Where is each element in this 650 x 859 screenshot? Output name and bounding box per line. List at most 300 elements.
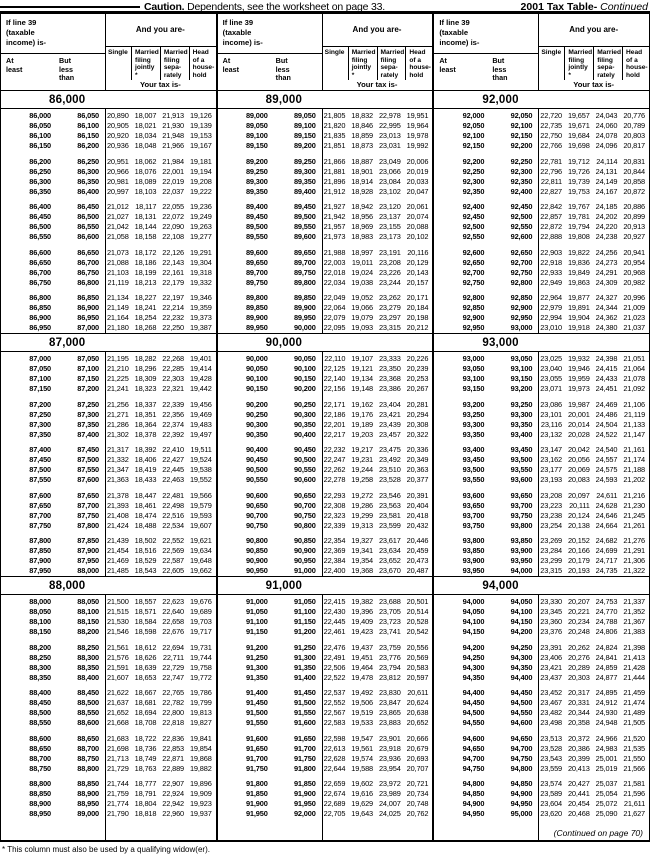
income-but-less-cell: 92,750 xyxy=(510,267,533,277)
table-row xyxy=(434,799,649,809)
income-but-less-cell: 90,950 xyxy=(293,556,316,565)
tax-married-jointly-cell: 20,152 xyxy=(567,536,590,545)
income-at-least-cell: 86,650 xyxy=(29,257,51,267)
tax-head-household-cell: 20,707 xyxy=(406,763,429,773)
tax-married-jointly-cell: 20,001 xyxy=(567,409,590,419)
table-row xyxy=(218,354,433,364)
tax-head-household-cell: 20,899 xyxy=(623,212,646,221)
income-at-least-cell: 88,550 xyxy=(29,718,51,727)
income-but-less-cell: 93,250 xyxy=(510,399,533,409)
tax-head-household-cell: 21,306 xyxy=(623,556,646,565)
tax-married-jointly-cell: 20,097 xyxy=(567,490,590,500)
tax-single-cell: 20,905 xyxy=(106,121,129,130)
tax-single-cell: 22,247 xyxy=(323,455,346,464)
tax-head-household-cell: 21,064 xyxy=(623,364,646,373)
income-at-least-cell: 94,600 xyxy=(462,733,485,743)
income-at-least-cell: 88,050 xyxy=(29,607,51,616)
table-row xyxy=(1,465,216,475)
tax-single-cell: 21,546 xyxy=(106,627,129,636)
tax-head-household-cell: 19,181 xyxy=(189,156,212,166)
tax-married-jointly-cell: 19,506 xyxy=(351,698,374,707)
income-but-less-cell: 93,300 xyxy=(510,409,533,419)
income-but-less-cell: 92,950 xyxy=(510,313,533,322)
tax-single-cell: 22,003 xyxy=(323,257,346,267)
tax-single-cell: 21,180 xyxy=(106,323,129,332)
col-header-at-least: At least xyxy=(6,56,23,74)
income-at-least-cell: 93,950 xyxy=(462,566,485,575)
tax-single-cell: 22,613 xyxy=(323,743,346,753)
table-row xyxy=(218,536,433,546)
tax-married-jointly-cell: 19,629 xyxy=(351,799,374,808)
tax-married-separately-cell: 23,510 xyxy=(378,465,401,474)
income-but-less-cell: 86,500 xyxy=(77,212,99,221)
table-row xyxy=(1,663,216,673)
tax-married-separately-cell: 22,587 xyxy=(162,556,185,565)
tax-married-separately-cell: 22,658 xyxy=(162,617,185,626)
income-but-less-cell: 89,550 xyxy=(293,222,316,231)
tax-head-household-cell: 20,294 xyxy=(406,409,429,419)
tax-married-separately-cell: 22,001 xyxy=(162,166,185,176)
tax-married-separately-cell: 24,824 xyxy=(595,642,618,652)
income-but-less-cell: 88,050 xyxy=(77,597,99,606)
income-at-least-cell: 90,100 xyxy=(245,374,268,383)
income-at-least-cell: 91,800 xyxy=(245,779,268,788)
tax-single-cell: 23,482 xyxy=(540,708,563,717)
tax-married-separately-cell: 24,220 xyxy=(595,222,618,231)
table-row xyxy=(1,177,216,187)
table-row xyxy=(1,222,216,232)
tax-married-separately-cell: 22,889 xyxy=(162,763,185,773)
income-bracket-heading: 88,000 xyxy=(1,576,216,595)
and-you-are-label: And you are- xyxy=(105,14,216,47)
table-row xyxy=(434,688,649,698)
income-at-least-cell: 92,400 xyxy=(462,202,485,211)
income-bracket-heading: 92,000 xyxy=(434,90,649,109)
tax-single-cell: 23,147 xyxy=(540,445,563,454)
section-rows xyxy=(1,109,216,333)
income-but-less-cell: 90,500 xyxy=(293,455,316,464)
income-at-least-cell: 87,300 xyxy=(29,419,51,429)
tax-head-household-cell: 21,174 xyxy=(623,455,646,464)
tax-married-jointly-cell: 18,351 xyxy=(134,409,157,419)
tax-married-separately-cell: 24,611 xyxy=(596,490,618,500)
income-at-least-cell: 86,450 xyxy=(29,212,51,221)
income-but-less-cell: 94,950 xyxy=(510,799,533,808)
tax-single-cell: 23,254 xyxy=(540,520,563,530)
tax-married-separately-cell: 23,741 xyxy=(378,627,401,636)
table-row xyxy=(218,627,433,637)
tax-married-separately-cell: 23,670 xyxy=(378,566,401,575)
table-row xyxy=(1,303,216,313)
tax-married-separately-cell: 22,623 xyxy=(162,597,185,606)
continued-note: (Continued on page 70) xyxy=(549,828,643,838)
tax-married-separately-cell: 22,126 xyxy=(162,247,185,257)
income-at-least-cell: 89,150 xyxy=(245,141,268,150)
income-at-least-cell: 87,650 xyxy=(29,500,51,510)
tax-head-household-cell: 21,009 xyxy=(623,303,646,312)
tax-head-household-cell: 20,239 xyxy=(406,364,429,373)
tax-married-jointly-cell: 18,818 xyxy=(134,809,157,818)
tax-married-jointly-cell: 18,227 xyxy=(134,293,157,302)
tax-married-separately-cell: 22,978 xyxy=(378,111,401,120)
tax-married-jointly-cell: 19,918 xyxy=(567,323,590,332)
tax-married-jointly-cell: 19,313 xyxy=(351,520,374,530)
tax-married-separately-cell: 22,871 xyxy=(162,753,185,763)
tax-single-cell: 21,820 xyxy=(323,121,346,130)
tax-single-cell: 23,528 xyxy=(540,743,563,753)
tax-single-cell: 21,622 xyxy=(106,688,129,697)
tax-married-jointly-cell: 20,289 xyxy=(567,662,590,672)
table-row xyxy=(1,809,216,819)
tax-head-household-cell: 21,092 xyxy=(623,384,646,393)
tax-head-household-cell: 21,261 xyxy=(623,520,646,530)
tax-single-cell: 21,744 xyxy=(106,779,129,788)
income-but-less-cell: 93,700 xyxy=(510,500,533,510)
table-row xyxy=(1,673,216,683)
tax-head-household-cell: 19,428 xyxy=(189,374,212,383)
income-at-least-cell: 89,200 xyxy=(245,156,268,166)
income-but-less-cell: 91,050 xyxy=(293,597,316,606)
tax-married-jointly-cell: 20,028 xyxy=(567,429,590,439)
tax-head-household-cell: 19,497 xyxy=(189,429,212,439)
income-at-least-cell: 90,750 xyxy=(245,520,268,530)
tax-married-jointly-cell: 19,987 xyxy=(567,399,590,409)
tax-married-jointly-cell: 18,708 xyxy=(134,718,157,727)
income-at-least-cell: 94,350 xyxy=(462,672,485,682)
tax-married-separately-cell: 24,469 xyxy=(595,399,618,409)
tax-head-household-cell: 20,363 xyxy=(406,465,429,474)
income-at-least-cell: 91,000 xyxy=(245,597,268,606)
tax-head-household-cell: 19,978 xyxy=(406,131,429,140)
tax-married-jointly-cell: 19,079 xyxy=(351,313,374,322)
tax-head-household-cell: 20,734 xyxy=(406,789,429,798)
income-at-least-cell: 93,100 xyxy=(462,374,485,383)
tax-single-cell: 21,957 xyxy=(323,222,346,231)
tax-married-jointly-cell: 18,117 xyxy=(135,202,157,211)
income-but-less-cell: 93,350 xyxy=(510,419,533,429)
tax-head-household-cell: 20,817 xyxy=(623,141,646,150)
income-at-least-cell: 92,900 xyxy=(462,313,485,322)
tax-married-jointly-cell: 18,296 xyxy=(134,364,157,373)
income-but-less-cell: 89,050 xyxy=(293,111,316,120)
income-but-less-cell: 89,850 xyxy=(293,293,316,302)
table-row xyxy=(1,708,216,718)
tax-married-jointly-cell: 18,516 xyxy=(134,546,157,555)
tax-married-separately-cell: 24,664 xyxy=(595,520,618,530)
tax-single-cell: 23,025 xyxy=(540,354,563,363)
tax-single-cell: 22,064 xyxy=(323,303,346,312)
tax-head-household-cell: 20,473 xyxy=(406,556,429,565)
tax-married-jointly-cell: 18,598 xyxy=(134,627,157,636)
tax-head-household-cell: 20,212 xyxy=(406,323,429,332)
table-row xyxy=(434,754,649,764)
table-row xyxy=(434,521,649,531)
tax-head-household-cell: 20,666 xyxy=(406,733,429,743)
footnote-bar xyxy=(0,840,650,856)
tax-married-separately-cell: 24,380 xyxy=(595,323,618,332)
tax-married-separately-cell: 22,907 xyxy=(162,779,185,788)
tax-head-household-cell: 20,404 xyxy=(406,500,429,510)
tax-married-jointly-cell: 18,447 xyxy=(134,490,157,500)
tax-head-household-cell: 19,291 xyxy=(189,247,212,257)
income-at-least-cell: 92,850 xyxy=(462,303,485,312)
tax-head-household-cell: 20,336 xyxy=(406,445,429,454)
tax-married-separately-cell: 23,191 xyxy=(378,247,401,257)
tax-married-jointly-cell: 19,616 xyxy=(351,789,374,798)
income-at-least-cell: 86,250 xyxy=(29,166,51,176)
tax-married-separately-cell: 24,735 xyxy=(595,566,618,575)
tax-married-separately-cell: 23,528 xyxy=(378,475,401,484)
income-at-least-cell: 92,500 xyxy=(462,222,485,231)
income-at-least-cell: 92,650 xyxy=(462,257,485,267)
income-at-least-cell: 89,950 xyxy=(245,323,268,332)
income-at-least-cell: 93,900 xyxy=(462,556,485,565)
tax-married-separately-cell: 22,197 xyxy=(162,293,185,302)
tax-head-household-cell: 21,245 xyxy=(623,510,646,520)
tax-single-cell: 21,256 xyxy=(106,399,129,409)
income-but-less-cell: 93,500 xyxy=(510,455,533,464)
table-row xyxy=(218,157,433,167)
table-row xyxy=(434,734,649,744)
income-but-less-cell: 94,250 xyxy=(510,642,533,652)
tax-married-jointly-cell: 19,574 xyxy=(351,753,374,763)
tax-married-jointly-cell: 19,258 xyxy=(351,475,374,484)
tax-married-jointly-cell: 19,299 xyxy=(351,510,374,520)
income-but-less-cell: 93,650 xyxy=(510,490,533,500)
tax-married-jointly-cell: 20,262 xyxy=(567,642,590,652)
income-but-less-cell: 92,850 xyxy=(510,293,533,302)
tax-married-jointly-cell: 19,657 xyxy=(567,111,590,120)
tax-head-household-cell: 20,198 xyxy=(406,313,429,322)
tax-married-separately-cell: 23,439 xyxy=(378,419,401,429)
table-row xyxy=(1,445,216,455)
table-row xyxy=(218,313,433,323)
income-at-least-cell: 89,500 xyxy=(245,222,268,231)
tax-married-jointly-cell: 18,144 xyxy=(134,222,157,231)
table-row xyxy=(434,364,649,374)
income-at-least-cell: 92,700 xyxy=(462,267,485,277)
tax-single-cell: 21,988 xyxy=(323,247,346,257)
tax-married-separately-cell: 24,806 xyxy=(595,627,618,636)
tax-married-separately-cell: 22,942 xyxy=(162,799,185,808)
tax-head-household-cell: 20,844 xyxy=(623,166,646,176)
tax-married-separately-cell: 24,398 xyxy=(595,354,618,363)
tax-head-household-cell: 19,731 xyxy=(189,642,212,652)
table-row xyxy=(1,111,216,121)
income-at-least-cell: 87,850 xyxy=(29,546,51,555)
table-row xyxy=(434,400,649,410)
column-divider xyxy=(105,14,106,840)
income-but-less-cell: 94,100 xyxy=(510,607,533,616)
tax-head-household-cell: 19,799 xyxy=(189,698,212,707)
income-at-least-cell: 88,500 xyxy=(29,708,51,717)
income-but-less-cell: 87,650 xyxy=(77,490,99,500)
income-at-least-cell: 86,350 xyxy=(29,186,51,196)
tax-head-household-cell: 21,581 xyxy=(623,779,646,788)
tax-married-separately-cell: 21,984 xyxy=(162,156,185,166)
table-row xyxy=(434,566,649,576)
tax-single-cell: 22,964 xyxy=(540,293,563,302)
table-row xyxy=(434,455,649,465)
income-but-less-cell: 91,000 xyxy=(293,566,316,575)
income-at-least-cell: 94,500 xyxy=(462,708,485,717)
tax-single-cell: 23,574 xyxy=(540,779,563,788)
table-row xyxy=(434,445,649,455)
income-at-least-cell: 89,450 xyxy=(245,212,268,221)
tax-single-cell: 22,933 xyxy=(540,267,563,277)
income-column-headers xyxy=(1,54,105,90)
income-label: If line 39 (taxable income) is- xyxy=(1,14,105,54)
income-at-least-cell: 86,850 xyxy=(29,303,51,312)
tax-head-household-cell: 19,717 xyxy=(189,627,212,636)
income-but-less-cell: 91,300 xyxy=(293,652,316,662)
tax-single-cell: 23,620 xyxy=(540,809,563,818)
income-but-less-cell: 88,150 xyxy=(77,617,99,626)
income-at-least-cell: 94,800 xyxy=(462,779,485,788)
tax-married-separately-cell: 22,108 xyxy=(162,232,185,241)
tax-married-separately-cell: 24,593 xyxy=(595,475,618,484)
income-at-least-cell: 90,350 xyxy=(245,429,268,439)
income-at-least-cell: 91,250 xyxy=(245,652,268,662)
tax-married-jointly-cell: 19,024 xyxy=(351,267,374,277)
tax-married-separately-cell: 24,309 xyxy=(595,277,618,287)
tax-married-separately-cell: 22,019 xyxy=(162,176,185,186)
income-at-least-cell: 88,150 xyxy=(29,627,51,636)
income-but-less-cell: 91,900 xyxy=(293,789,316,798)
income-at-least-cell: 89,850 xyxy=(245,303,268,312)
tax-head-household-cell: 19,236 xyxy=(189,202,212,211)
income-but-less-cell: 92,200 xyxy=(510,141,533,150)
tax-head-household-cell: 20,583 xyxy=(406,662,429,672)
tax-single-cell: 23,223 xyxy=(540,500,563,510)
tax-married-jointly-cell: 19,643 xyxy=(351,809,374,818)
income-but-less-cell: 91,250 xyxy=(293,642,316,652)
income-at-least-cell: 86,950 xyxy=(29,323,51,332)
tax-married-separately-cell: 24,185 xyxy=(595,202,618,211)
income-at-least-cell: 91,550 xyxy=(245,718,268,727)
tax-head-household-cell: 21,188 xyxy=(623,465,646,474)
tax-single-cell: 21,469 xyxy=(106,556,129,565)
tax-married-separately-cell: 22,516 xyxy=(162,510,185,520)
tax-married-jointly-cell: 19,547 xyxy=(351,733,374,743)
income-at-least-cell: 86,550 xyxy=(29,232,51,241)
income-at-least-cell: 87,550 xyxy=(29,475,51,484)
tax-single-cell: 21,454 xyxy=(106,546,129,555)
income-at-least-cell: 94,950 xyxy=(462,809,485,818)
tax-head-household-cell: 21,023 xyxy=(623,313,646,322)
tax-head-household-cell: 21,596 xyxy=(623,789,646,798)
income-at-least-cell: 91,700 xyxy=(245,753,268,763)
tax-head-household-cell: 19,676 xyxy=(189,597,212,606)
table-row xyxy=(434,607,649,617)
tax-single-cell: 20,890 xyxy=(106,111,129,120)
table-row xyxy=(1,491,216,501)
income-at-least-cell: 94,250 xyxy=(462,652,485,662)
tax-married-jointly-cell: 19,134 xyxy=(351,374,374,383)
tax-married-separately-cell: 22,640 xyxy=(162,607,185,616)
tax-married-separately-cell: 25,054 xyxy=(595,789,618,798)
tax-head-household-cell: 19,414 xyxy=(189,364,212,373)
table-row xyxy=(1,187,216,197)
income-at-least-cell: 90,850 xyxy=(245,546,268,555)
tax-married-separately-cell: 23,972 xyxy=(378,779,401,788)
income-but-less-cell: 91,700 xyxy=(293,743,316,753)
col-header-single: Single xyxy=(108,48,128,56)
tax-single-cell: 22,476 xyxy=(323,642,346,652)
income-but-less-cell: 93,450 xyxy=(510,445,533,454)
table-row xyxy=(1,556,216,566)
tax-married-jointly-cell: 19,877 xyxy=(567,293,590,302)
table-row xyxy=(218,232,433,242)
tax-head-household-cell: 20,308 xyxy=(406,419,429,429)
income-at-least-cell: 87,450 xyxy=(29,455,51,464)
table-row xyxy=(218,465,433,475)
tax-married-separately-cell: 23,279 xyxy=(378,303,401,312)
income-but-less-cell: 91,400 xyxy=(293,672,316,682)
tax-married-jointly-cell: 20,111 xyxy=(569,500,590,510)
table-row xyxy=(434,698,649,708)
tax-head-household-cell: 21,428 xyxy=(623,662,646,672)
tax-single-cell: 22,491 xyxy=(323,652,346,662)
tax-single-cell: 21,591 xyxy=(106,662,129,672)
tax-married-separately-cell: 24,841 xyxy=(595,652,618,662)
tax-married-jointly-cell: 20,344 xyxy=(567,708,590,717)
tax-married-jointly-cell: 20,069 xyxy=(567,465,590,474)
tax-married-separately-cell: 24,114 xyxy=(596,156,618,166)
tax-married-separately-cell: 22,498 xyxy=(162,500,185,510)
tax-married-separately-cell: 22,605 xyxy=(162,566,185,575)
income-column-headers xyxy=(218,54,322,90)
tax-married-jointly-cell: 18,639 xyxy=(134,662,157,672)
tax-married-separately-cell: 22,072 xyxy=(162,212,185,221)
tax-head-household-cell: 19,758 xyxy=(189,662,212,672)
income-but-less-cell: 88,400 xyxy=(77,672,99,682)
tax-married-separately-cell: 22,463 xyxy=(162,475,185,484)
income-but-less-cell: 88,550 xyxy=(77,708,99,717)
tax-single-cell: 21,851 xyxy=(323,141,346,150)
tax-married-separately-cell: 21,948 xyxy=(162,131,185,140)
income-but-less-cell: 88,950 xyxy=(77,799,99,808)
table-row xyxy=(218,167,433,177)
tax-married-jointly-cell: 18,557 xyxy=(134,597,157,606)
income-but-less-cell: 88,200 xyxy=(77,627,99,636)
table-row xyxy=(434,222,649,232)
tax-married-separately-cell: 22,818 xyxy=(162,718,185,727)
tax-head-household-cell: 20,556 xyxy=(406,642,429,652)
tax-married-jointly-cell: 18,626 xyxy=(134,652,157,662)
tax-single-cell: 22,369 xyxy=(323,546,346,555)
tax-married-separately-cell: 22,853 xyxy=(162,743,185,753)
table-row xyxy=(218,744,433,754)
tax-married-jointly-cell: 20,207 xyxy=(567,597,590,606)
tax-married-separately-cell: 23,066 xyxy=(378,166,401,176)
tax-head-household-cell: 20,968 xyxy=(623,267,646,277)
tax-single-cell: 22,323 xyxy=(323,510,346,520)
tax-head-household-cell: 19,277 xyxy=(189,232,212,241)
income-but-less-cell: 89,100 xyxy=(293,121,316,130)
table-row xyxy=(434,556,649,566)
tax-single-cell: 21,103 xyxy=(106,267,129,277)
tax-single-cell: 22,171 xyxy=(323,399,346,409)
income-but-less-cell: 89,150 xyxy=(293,131,316,140)
tax-head-household-cell: 19,566 xyxy=(189,490,212,500)
tax-married-separately-cell: 22,569 xyxy=(162,546,185,555)
tax-single-cell: 22,430 xyxy=(323,607,346,616)
tax-head-household-cell: 19,222 xyxy=(189,186,212,196)
tax-single-cell: 21,561 xyxy=(106,642,129,652)
income-at-least-cell: 86,050 xyxy=(29,121,51,130)
tax-head-household-cell: 19,511 xyxy=(190,445,212,454)
